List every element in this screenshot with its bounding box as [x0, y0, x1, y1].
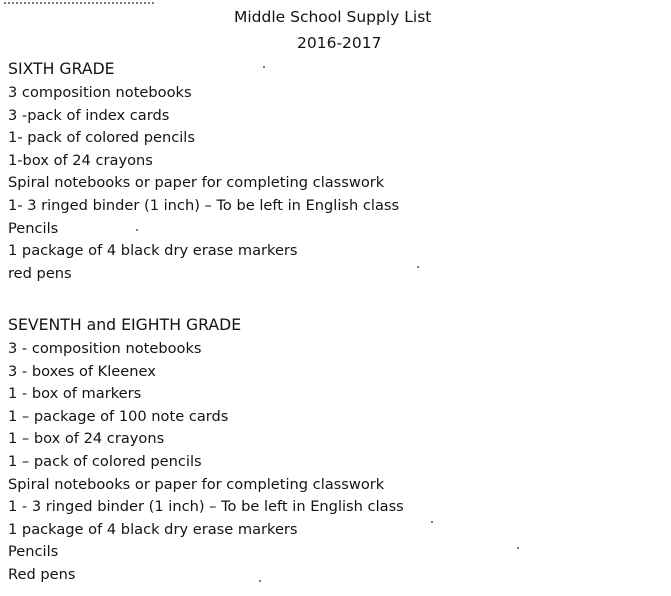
seventh-eighth-grade-list-item: Red pens — [8, 565, 76, 583]
seventh-eighth-grade-list-item: 1 – box of 24 crayons — [8, 430, 165, 448]
cropped-top-text-fragment — [4, 0, 154, 4]
document-title: Middle School Supply List — [234, 8, 432, 26]
sixth-grade-list-item: 3 -pack of index cards — [8, 106, 170, 124]
scan-speck — [136, 229, 138, 231]
seventh-eighth-grade-list-item: 1 – pack of colored pencils — [8, 452, 202, 470]
sixth-grade-list-item: Spiral notebooks or paper for completing classwork — [8, 174, 385, 192]
seventh-eighth-grade-list-item: 1 – package of 100 note cards — [8, 407, 229, 425]
school-year: 2016-2017 — [297, 34, 382, 52]
scan-speck — [431, 521, 433, 523]
sixth-grade-list-item: 1 package of 4 black dry erase markers — [8, 242, 298, 260]
seventh-eighth-grade-list-item: 3 - composition notebooks — [8, 340, 202, 357]
seventh-eighth-grade-list-item: 1 - box of markers — [8, 385, 142, 403]
seventh-eighth-grade-list-item: 1 package of 4 black dry erase markers — [8, 520, 298, 538]
sixth-grade-list-item: Pencils — [8, 219, 59, 237]
scan-speck — [259, 580, 261, 582]
sixth-grade-list-item: 1-box of 24 crayons — [8, 151, 153, 169]
seventh-eighth-grade-list-item: Pencils — [8, 543, 59, 561]
scan-speck — [517, 547, 519, 549]
sixth-grade-section — [8, 58, 658, 285]
scan-speck — [417, 266, 419, 268]
sixth-grade-list-item: 3 composition notebooks — [8, 84, 192, 101]
seventh-eighth-grade-list-item: Spiral notebooks or paper for completing classwork — [8, 475, 385, 493]
scan-speck — [263, 66, 265, 68]
seventh-eighth-grade-list-item: 3 - boxes of Kleenex — [8, 362, 156, 380]
sixth-grade-heading: SIXTH GRADE — [8, 59, 115, 78]
seventh-eighth-grade-section — [8, 314, 658, 587]
sixth-grade-list-item: 1- 3 ringed binder (1 inch) – To be left in English class — [8, 196, 400, 214]
seventh-eighth-grade-list-item: 1 - 3 ringed binder (1 inch) – To be left in English class — [8, 498, 404, 516]
seventh-eighth-grade-heading: SEVENTH and EIGHTH GRADE — [8, 315, 242, 334]
sixth-grade-list-item: 1- pack of colored pencils — [8, 129, 195, 147]
sixth-grade-list-item: red pens — [8, 264, 72, 282]
